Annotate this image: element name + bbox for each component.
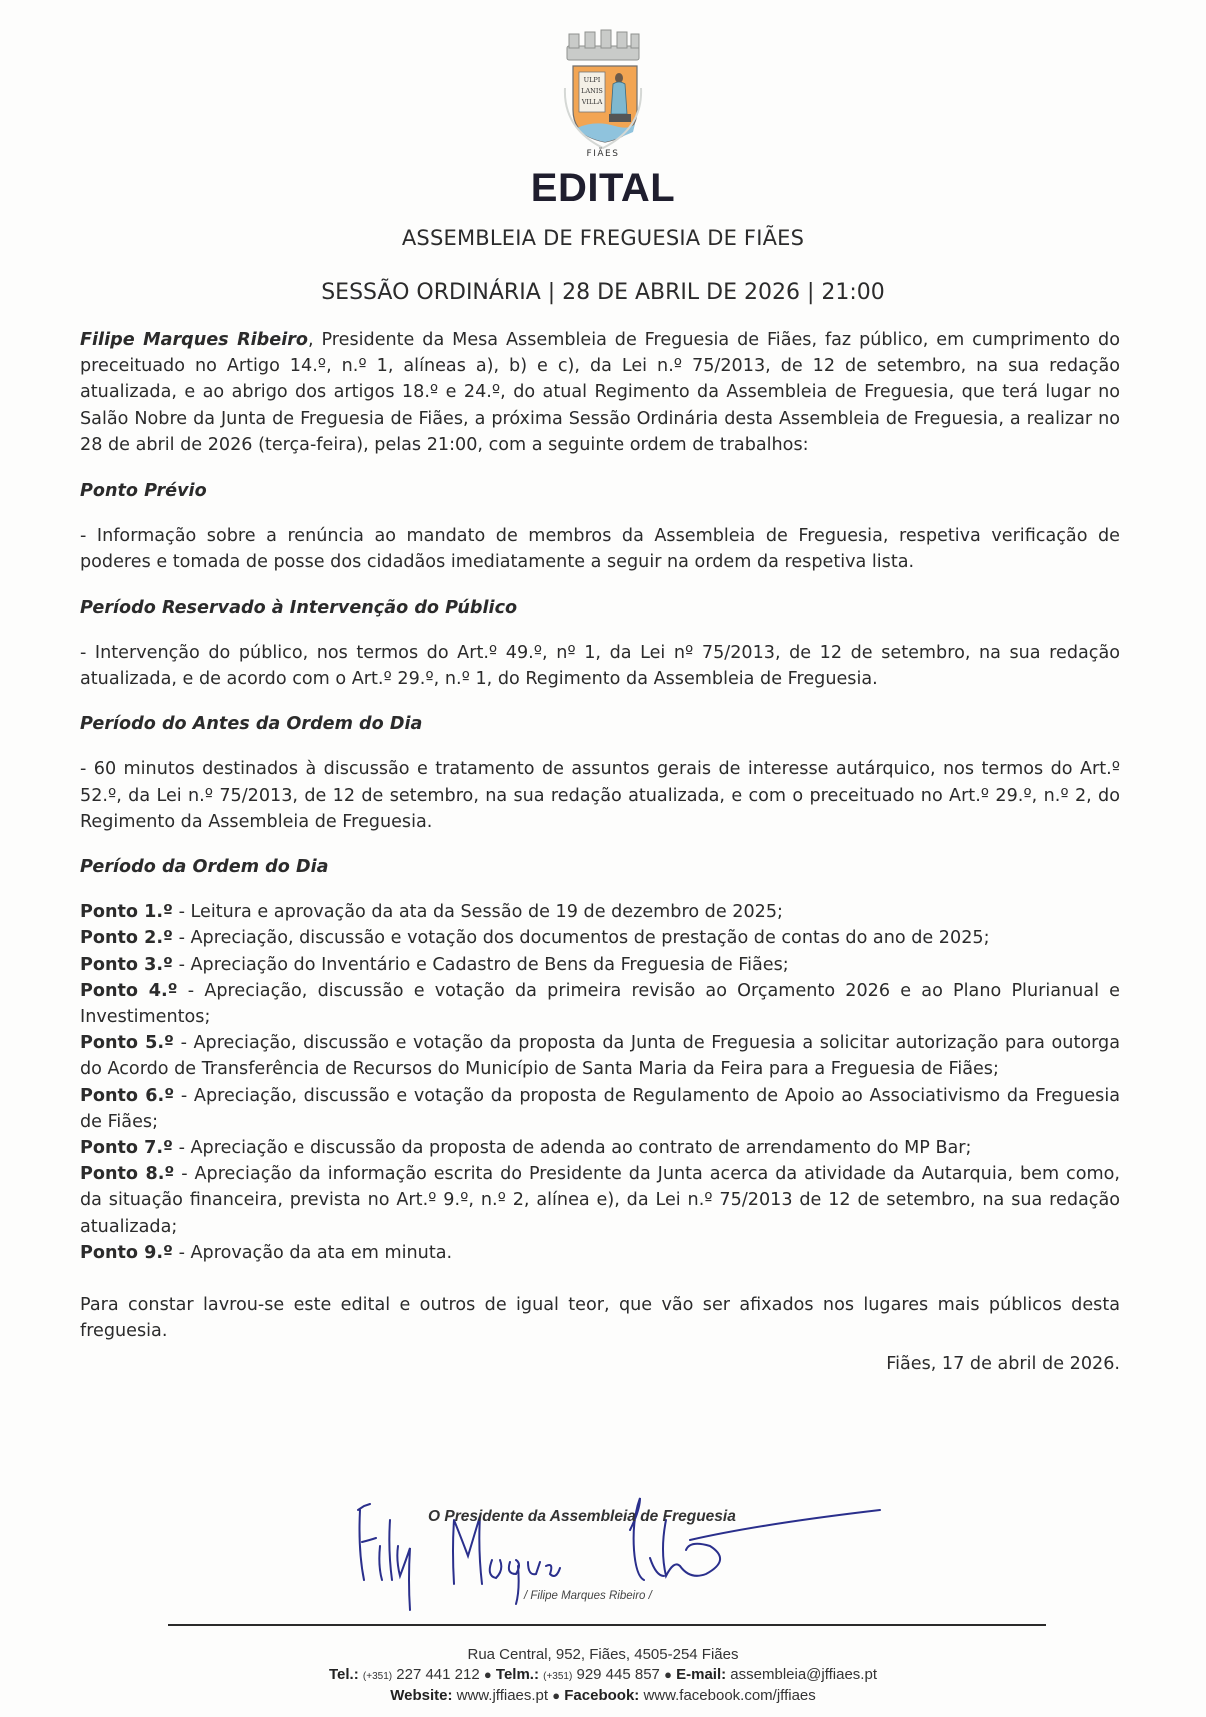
footer-address: Rua Central, 952, Fiães, 4505-254 Fiães	[467, 1646, 739, 1663]
agenda-item-label: Ponto 3.º	[80, 954, 173, 975]
signatory-name: / Filipe Marques Ribeiro /	[524, 1590, 652, 1602]
document-date: Fiães, 17 de abril de 2026.	[886, 1353, 1120, 1374]
agenda-item-text: - Apreciação do Inventário e Cadastro de Bens da Freguesia de Fiães;	[172, 954, 789, 975]
agenda-item-text: - Apreciação e discussão da proposta de adenda ao contrato de arrendamento do MP Bar;	[172, 1138, 972, 1159]
facebook-label: Facebook:	[564, 1687, 640, 1704]
email-link[interactable]: assembleia@jffiaes.pt	[730, 1665, 877, 1683]
email-label: E-mail:	[676, 1665, 727, 1683]
intro-text: , Presidente da Mesa Assembleia de Freguesia de Fiães, faz público, em cumprimento do preceituado no Artigo 14.º, n.º 1, alíneas a), b) e c), da Lei n.º 75/2013, de 12 de setembro, na sua redação atualizada, e ao abrigo dos artigos 18.º e 24.º, do atual Regimento da Assembleia de Freguesia, que terá lugar no Salão Nobre da Junta de Freguesia de Fiães, a próxima Sessão Ordinária desta Assembleia de Freguesia, a realizar no 28 de abril de 2026 (terça-feira), pelas 21:00, com a seguinte ordem de trabalhos:	[80, 330, 1120, 455]
agenda-item-label: Ponto 8.º	[80, 1164, 175, 1185]
agenda-item-label: Ponto 4.º	[80, 980, 178, 1001]
footer-web-line	[0, 1686, 1206, 1706]
agenda-item-text: - Apreciação da informação escrita do Presidente da Junta acerca da atividade da Autarquia, bem como, da situação financeira, prevista no Art.º 9.º, n.º 2, alínea e), da Lei n.º 75/2013 de 12 de setembro, na sua redação atualizada;	[80, 1164, 1120, 1237]
intro-paragraph	[80, 327, 1120, 458]
document-body	[80, 327, 1120, 1377]
agenda-item	[80, 925, 1120, 951]
agenda-item-text: - Apreciação, discussão e votação dos documentos de prestação de contas do ano de 2025;	[172, 928, 990, 949]
bullet-separator: ●	[552, 1688, 561, 1703]
agenda-item-text: - Leitura e aprovação da ata da Sessão de 19 de dezembro de 2025;	[172, 902, 783, 923]
signature-block	[360, 1500, 1060, 1620]
agenda-item-text: - Apreciação, discussão e votação da proposta da Junta de Freguesia a solicitar autorização para outorga do Acordo de Transferência de Recursos do Município de Santa Maria da Feira para a Freguesia de Fiães;	[80, 1033, 1120, 1080]
agenda-item-label: Ponto 5.º	[80, 1033, 174, 1054]
footer-phone-line	[0, 1665, 1206, 1687]
agenda-item-text: - Aprovação da ata em minuta.	[172, 1242, 453, 1263]
telm-prefix: (+351)	[543, 1670, 573, 1682]
section-heading: Ponto Prévio	[80, 481, 207, 502]
agenda-item	[80, 899, 1120, 925]
section-text: - Intervenção do público, nos termos do Art.º 49.º, nº 1, da Lei nº 75/2013, de 12 de setembro, na sua redação atualizada, e de acordo com o Art.º 29.º, n.º 1, do Regimento da Assembleia de Freguesia.	[80, 642, 1120, 690]
agenda-item-label: Ponto 2.º	[80, 928, 173, 949]
crest-motto-3: VILLA	[581, 98, 603, 106]
agenda-item	[80, 1135, 1120, 1161]
footer-contacts	[0, 1645, 1206, 1706]
president-name: Filipe Marques Ribeiro	[80, 330, 308, 350]
bullet-separator: ●	[483, 1666, 492, 1682]
facebook-link[interactable]: www.facebook.com/jffiaes	[643, 1687, 816, 1704]
agenda-list	[80, 899, 1120, 1266]
agenda-item	[80, 952, 1120, 978]
website-label: Website:	[390, 1687, 453, 1704]
agenda-item	[80, 978, 1120, 1030]
section-heading: Período Reservado à Intervenção do Público	[80, 597, 518, 618]
agenda-item-text: - Apreciação, discussão e votação da proposta de Regulamento de Apoio ao Associativismo da Freguesia de Fiães;	[80, 1085, 1120, 1132]
section-text: - 60 minutos destinados à discussão e tratamento de assuntos gerais de interesse autárquico, nos termos do Art.º 52.º, da Lei n.º 75/2013, de 12 de setembro, na sua redação atualizada, e com o preceituado no Art.º 29.º, n.º 2, do Regimento da Assembleia de Freguesia.	[80, 759, 1120, 832]
agenda-item	[80, 1083, 1120, 1135]
crest-place: FIÃES	[586, 149, 620, 158]
agenda-item-label: Ponto 7.º	[80, 1138, 173, 1159]
telm-number: 929 445 857	[576, 1665, 660, 1683]
footer-divider	[168, 1624, 1046, 1626]
assembly-name: ASSEMBLEIA DE FREGUESIA DE FIÃES	[401, 226, 805, 250]
section-heading: Período do Antes da Ordem do Dia	[80, 714, 423, 735]
signature-title: O Presidente da Assembleia de Freguesia	[428, 1508, 736, 1525]
coat-of-arms-logo	[545, 28, 660, 158]
agenda-item-label: Ponto 1.º	[80, 902, 173, 923]
agenda-item-label: Ponto 6.º	[80, 1085, 175, 1106]
tel-number: 227 441 212	[396, 1665, 480, 1683]
crest-motto-2: LANIS	[581, 87, 603, 95]
website-link[interactable]: www.jffiaes.pt	[456, 1687, 549, 1704]
bullet-separator: ●	[664, 1666, 672, 1682]
document-title: EDITAL	[530, 166, 676, 210]
closing-paragraph: Para constar lavrou-se este edital e outros de igual teor, que vão ser afixados nos lugares mais públicos desta freguesia.	[80, 1295, 1120, 1342]
crest-motto-1: ULPI	[583, 76, 601, 84]
agenda-item	[80, 1161, 1120, 1240]
section-heading: Período da Ordem do Dia	[80, 857, 329, 878]
telm-label: Telm.:	[495, 1665, 539, 1683]
agenda-item-text: - Apreciação, discussão e votação da primeira revisão ao Orçamento 2026 e ao Plano Plurianual e Investimentos;	[80, 980, 1120, 1028]
session-info: SESSÃO ORDINÁRIA | 28 DE ABRIL DE 2026 | 21:00	[321, 280, 885, 305]
agenda-item	[80, 1240, 1120, 1266]
agenda-item	[80, 1030, 1120, 1082]
tel-prefix: (+351)	[362, 1670, 393, 1682]
section-text: - Informação sobre a renúncia ao mandato de membros da Assembleia de Freguesia, respetiva verificação de poderes e tomada de posse dos cidadãos imediatamente a seguir na ordem da respetiva lista.	[80, 526, 1120, 573]
agenda-item-label: Ponto 9.º	[80, 1242, 173, 1263]
tel-label: Tel.:	[329, 1665, 359, 1683]
